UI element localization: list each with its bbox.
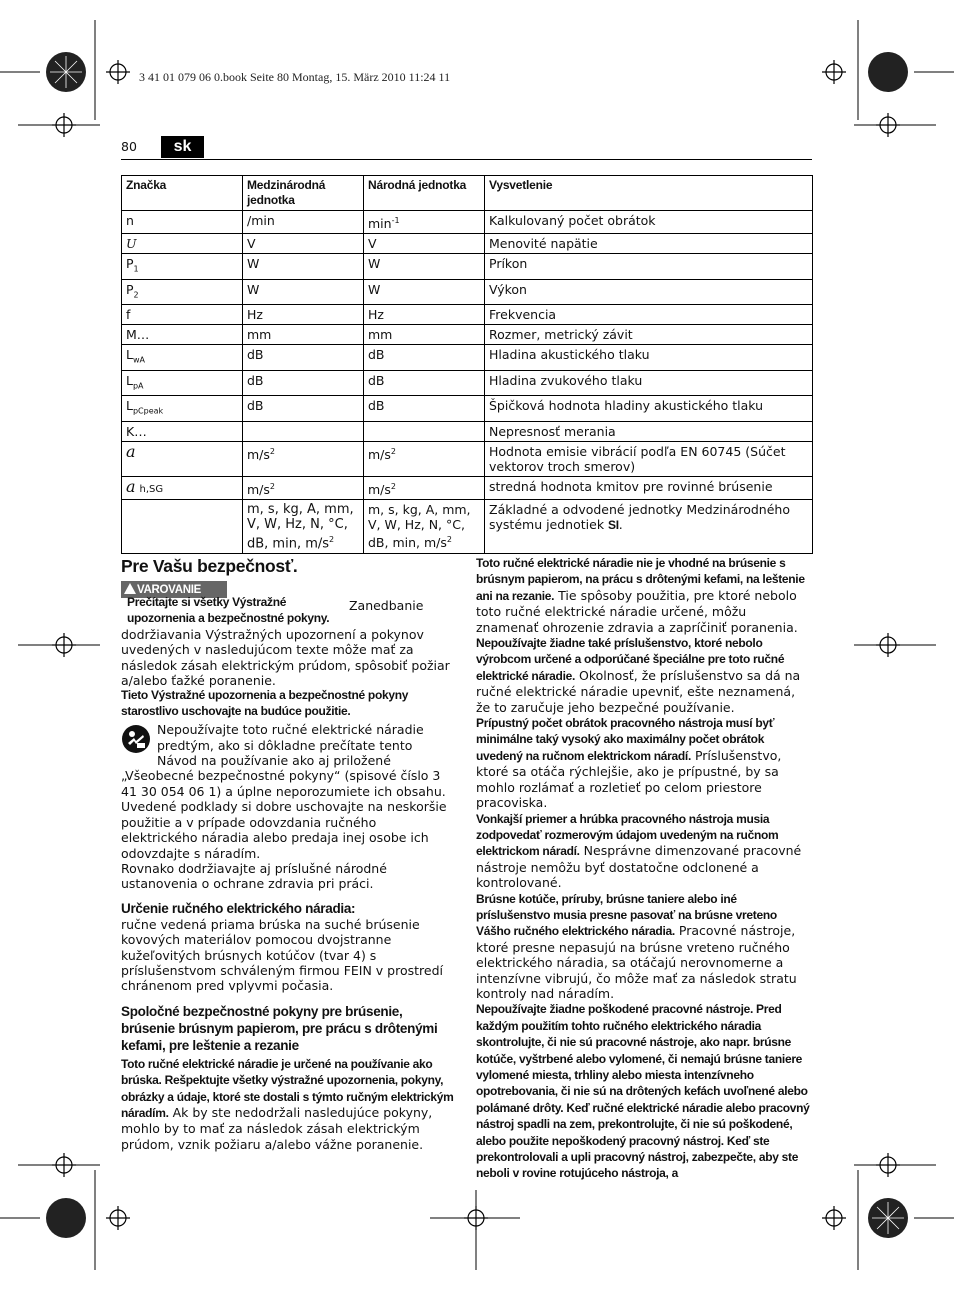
table-row bbox=[122, 370, 813, 396]
national-unit-cell bbox=[364, 421, 485, 441]
read-manual-icon bbox=[121, 724, 151, 754]
purpose-heading: Určenie ručného elektrického náradia: bbox=[121, 900, 356, 916]
symbol-cell: a h,SG bbox=[122, 476, 243, 499]
warning-badge: VAROVANIE bbox=[121, 581, 227, 598]
table-row bbox=[122, 499, 813, 553]
national-unit-cell: W bbox=[364, 279, 485, 305]
intl-unit-cell: m, s, kg, A, mm, V, W, Hz, N, °C, dB, min, $m/s^2$ bbox=[243, 499, 364, 553]
table-row bbox=[122, 421, 813, 441]
table-row bbox=[122, 211, 813, 234]
description-cell: Špičková hodnota hladiny akustického tlaku bbox=[485, 396, 813, 422]
symbol-cell: $L_{wA}$ bbox=[122, 345, 243, 371]
symbol-cell: U bbox=[122, 234, 243, 254]
description-cell: Hladina akustického tlaku bbox=[485, 345, 813, 371]
safety-paragraph: Nepoužívajte žiadne poškodené pracovné nástroje. Pred každým použitím tohto ručného elektrického náradia skontrolujte, či nie sú pracovné nástroje, ako napr. brúsne kotúče, vyštrbené alebo vylomené, či nemajú brúsne taniere vylomené miesta, trhliny alebo miesta intenzívneho opotrebovania, či nie sú na drôtených kefách uvoľnené alebo polámané drôty. Keď ručné elektrické náradie alebo pracovný nástroj spadli na zem, prekontrolujte, či nie sú poškodené, alebo použite nepoškodený pracovný nástroj. Keď ste prekontrolovali a upli pracovný nástroj, zabezpečte, aby ste neboli v rovine rotujúceho nástroja, a bbox=[476, 1002, 810, 1181]
safety-heading: Pre Vašu bezpečnosť. bbox=[121, 556, 298, 576]
symbol-cell: $P_2$ bbox=[122, 279, 243, 305]
national-unit-cell: W bbox=[364, 254, 485, 280]
language-badge: sk bbox=[161, 136, 204, 158]
description-cell: Menovité napätie bbox=[485, 234, 813, 254]
left-text-column bbox=[121, 555, 454, 1152]
intl-unit-cell: W bbox=[243, 254, 364, 280]
warning-paragraph: VAROVANIE Prečítajte si všetky Výstražné upozornenia a bezpečnostné pokyny. Zanedbanie dodržiavania Výstražných upozornení a pokynov uvedených v nasledujúcom texte môže mať za následok zásah elektrickým prúdom, spôsobiť požiar a/alebo ťažké poranenie. bbox=[121, 581, 454, 688]
keep-instructions-note: Tieto Výstražné upozornenia a bezpečnostné pokyny starostlivo uschovajte na budúce použitie. bbox=[121, 688, 409, 718]
description-cell: Hladina zvukového tlaku bbox=[485, 370, 813, 396]
description-cell: Príkon bbox=[485, 254, 813, 280]
symbol-cell: $L_{pA}$ bbox=[122, 370, 243, 396]
description-cell: Hodnota emisie vibrácií podľa EN 60745 (Súčet vektorov troch smerov) bbox=[485, 441, 813, 476]
symbol-cell: K… bbox=[122, 421, 243, 441]
read-manual-paragraph: Nepoužívajte toto ručné elektrické náradie predtým, ako si dôkladne prečítate tento Návod na používanie ako aj priložené „Všeobecné bezpečnostné pokyny“ (spisové číslo 3 41 30 054 06 1) a úplne neporozumiete ich obsahu. Uvedené podklady si dobre uschovajte na neskoršie použitie a v prípade odovzdania ručného elektrického náradia alebo predaja inej osobe ich odovzdajte s náradím. bbox=[121, 722, 447, 861]
intl-unit-cell: mm bbox=[243, 325, 364, 345]
national-unit-cell: $m/s^2$ bbox=[364, 441, 485, 476]
national-unit-cell: Hz bbox=[364, 305, 485, 325]
units-table bbox=[121, 175, 813, 554]
description-cell: Frekvencia bbox=[485, 305, 813, 325]
national-unit-cell: dB bbox=[364, 345, 485, 371]
intl-unit-cell: dB bbox=[243, 345, 364, 371]
safety-paragraph: Brúsne kotúče, príruby, brúsne taniere alebo iné príslušenstvo musia presne pasovať na brúsne vreteno Vášho ručného elektrického náradia. Pracovné nástroje, ktoré presne nepasujú na brúsne vreteno ručného elektrického náradia, sa otáčajú nerovnomerne a intenzívne vibrujú, čo môže mať za následok stratu kontroly nad náradím. bbox=[476, 891, 797, 1001]
warning-triangle-icon bbox=[124, 583, 136, 594]
header-cell: Medzinárodná jednotka bbox=[243, 176, 364, 211]
national-unit-cell: m, s, kg, A, mm, V, W, Hz, N, °C, dB, min, $m/s^2$ bbox=[364, 499, 485, 553]
intl-unit-cell: dB bbox=[243, 370, 364, 396]
table-row bbox=[122, 305, 813, 325]
common-safety-paragraph: Toto ručné elektrické náradie je určené na používanie ako brúska. Rešpektujte všetky výstražné upozornenia, pokyny, obrázky a údaje, ktoré ste dostali s týmto ručným elektrickým náradím. Ak by ste nedodržali nasledujúce pokyny, mohlo by to mať za následok zásah elektrickým prúdom, vznik požiaru a/alebo vážne poranenie. bbox=[121, 1056, 454, 1152]
symbol-cell: f bbox=[122, 305, 243, 325]
intl-unit-cell: $m/s^2$ bbox=[243, 441, 364, 476]
safety-paragraph: Toto ručné elektrické náradie nie je vhodné na brúsenie s brúsnym papierom, na prácu s drôtenými kefami, na leštenie ani na rezanie. Tie spôsoby použitia, pre ktoré nebolo toto ručné elektrické náradie určené, môžu znamenať ohrozenie zdravia a zapríčiniť poranenia. bbox=[476, 556, 805, 635]
table-header-row bbox=[122, 176, 813, 211]
table-row bbox=[122, 441, 813, 476]
national-unit-cell: $\min^{-1}$ bbox=[364, 211, 485, 234]
national-unit-cell: V bbox=[364, 234, 485, 254]
safety-paragraph: Nepoužívajte žiadne také príslušenstvo, ktoré nebolo výrobcom určené a odporúčané špeciálne pre toto ručné elektrické náradie. Okolnosť, že príslušenstvo sa dá na ručné elektrické náradie upevniť, ešte neznamená, že to zaručuje jeho bezpečné používanie. bbox=[476, 636, 801, 715]
book-file-line: 3 41 01 079 06 0.book Seite 80 Montag, 15. März 2010 11:24 11 bbox=[139, 70, 451, 84]
purpose-paragraph: ručne vedená priama brúska na suché brúsenie kovových materiálov pomocou dvojstranne kužeľovitých brúsnych kotúčov (tvar 4) s príslušenstvom schváleným firmou FEIN v prostredí chránenom pred vplyvmi počasia. bbox=[121, 916, 443, 994]
intl-unit-cell: $m/s^2$ bbox=[243, 476, 364, 499]
intl-unit-cell: Hz bbox=[243, 305, 364, 325]
description-cell: Nepresnosť merania bbox=[485, 421, 813, 441]
national-regulations-paragraph: Rovnako dodržiavajte aj príslušné národné ustanovenia o ochrane zdravia pri práci. bbox=[121, 860, 387, 892]
intl-unit-cell bbox=[243, 421, 364, 441]
table-row bbox=[122, 396, 813, 422]
header-cell: Národná jednotka bbox=[364, 176, 485, 211]
header-rule bbox=[121, 159, 812, 160]
safety-paragraph: Prípustný počet obrátok pracovného nástroja musí byť minimálne taký vysoký ako maximálny počet obrátok uvedený na ručnom elektrickom náradí. Príslušenstvo, ktoré sa otáča rýchlejšie, ako je prípustné, by sa mohlo rozlámať a rozletieť po celom priestore pracoviska. bbox=[476, 716, 782, 811]
table-row bbox=[122, 234, 813, 254]
symbol-cell: n bbox=[122, 211, 243, 234]
right-text-column bbox=[476, 555, 810, 1182]
symbol-cell: a bbox=[122, 441, 243, 476]
description-cell: stredná hodnota kmitov pre rovinné brúsenie bbox=[485, 476, 813, 499]
table-row bbox=[122, 476, 813, 499]
intl-unit-cell: /min bbox=[243, 211, 364, 234]
safety-paragraph: Vonkajší priemer a hrúbka pracovného nástroja musia zodpovedať rozmerovým údajom uvedeným na ručnom elektrickom náradí. Nesprávne dimenzované pracovné nástroje nemôžu byť dostatočne odclonené a kontrolované. bbox=[476, 811, 802, 891]
description-cell: Rozmer, metrický závit bbox=[485, 325, 813, 345]
table-row bbox=[122, 279, 813, 305]
table-row bbox=[122, 345, 813, 371]
description-cell: Základné a odvodené jednotky Medzinárodného systému jednotiek SI. bbox=[485, 499, 813, 553]
intl-unit-cell: dB bbox=[243, 396, 364, 422]
intl-unit-cell: V bbox=[243, 234, 364, 254]
symbol-cell: M… bbox=[122, 325, 243, 345]
table-row bbox=[122, 254, 813, 280]
intl-unit-cell: W bbox=[243, 279, 364, 305]
header-cell: Vysvetlenie bbox=[485, 176, 813, 211]
table-row bbox=[122, 325, 813, 345]
national-unit-cell: dB bbox=[364, 396, 485, 422]
national-unit-cell: mm bbox=[364, 325, 485, 345]
symbol-cell: $P_1$ bbox=[122, 254, 243, 280]
description-cell: Výkon bbox=[485, 279, 813, 305]
national-unit-cell: $m/s^2$ bbox=[364, 476, 485, 499]
common-safety-heading: Spoločné bezpečnostné pokyny pre brúsenie, brúsenie brúsnym papierom, pre prácu s drôtenými kefami, pre leštenie a rezanie bbox=[121, 1003, 438, 1053]
symbol-cell: $L_{pCpeak}$ bbox=[122, 396, 243, 422]
page-number: 80 bbox=[121, 139, 137, 154]
national-unit-cell: dB bbox=[364, 370, 485, 396]
description-cell: Kalkulovaný počet obrátok bbox=[485, 211, 813, 234]
symbol-cell bbox=[122, 499, 243, 553]
header-cell: Značka bbox=[122, 176, 243, 211]
